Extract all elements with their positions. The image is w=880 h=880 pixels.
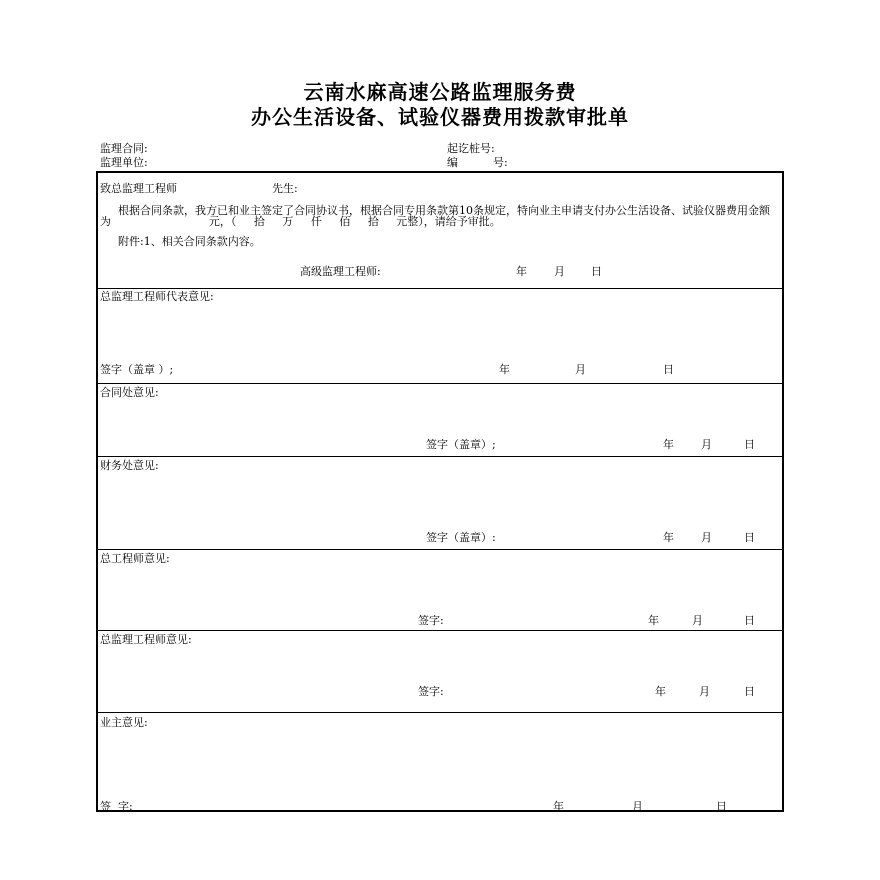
divider bbox=[96, 630, 784, 631]
form-frame bbox=[96, 171, 784, 812]
date-month: 月 bbox=[699, 685, 710, 698]
date-year: 年 bbox=[553, 800, 564, 813]
divider bbox=[96, 288, 784, 289]
date-year: 年 bbox=[648, 614, 659, 627]
date-day: 日 bbox=[663, 363, 674, 376]
chief-supervisor-opinion-label: 总监理工程师意见: bbox=[100, 633, 192, 646]
section-label: 起讫桩号: bbox=[447, 142, 495, 155]
date-month: 月 bbox=[575, 363, 586, 376]
request-body: 根据合同条款，我方已和业主签定了合同协议书，根据合同专用条款第10条规定，特向业主申请支付办公生活设备、试验仪器费用金额为 元，（ 拾 万 仟 佰 拾 元整），请给予审批。 bbox=[100, 204, 770, 228]
owner-opinion-label: 业主意见: bbox=[100, 716, 148, 729]
contract-label: 监理合同: bbox=[100, 142, 148, 155]
salutation-sir: 先生: bbox=[272, 182, 298, 195]
date-day: 日 bbox=[744, 685, 755, 698]
date-month: 月 bbox=[692, 614, 703, 627]
divider bbox=[96, 383, 784, 384]
unit-label: 监理单位: bbox=[100, 156, 148, 169]
date-year: 年 bbox=[663, 531, 674, 544]
date-year: 年 bbox=[663, 438, 674, 451]
chief-supervisor-signature: 签字: bbox=[418, 685, 444, 698]
divider bbox=[96, 456, 784, 457]
date-day: 日 bbox=[591, 265, 602, 278]
date-day: 日 bbox=[744, 531, 755, 544]
date-month: 月 bbox=[701, 531, 712, 544]
date-month: 月 bbox=[632, 800, 643, 813]
contract-office-opinion-label: 合同处意见: bbox=[100, 386, 159, 399]
chief-engineer-signature: 签字: bbox=[418, 614, 444, 627]
document-title-line2: 办公生活设备、试验仪器费用拨款审批单 bbox=[251, 105, 629, 129]
date-day: 日 bbox=[716, 800, 727, 813]
divider bbox=[96, 549, 784, 550]
rep-opinion-label: 总监理工程师代表意见: bbox=[100, 290, 214, 303]
contract-office-signature: 签字（盖章）; bbox=[426, 438, 496, 451]
attachment-note: 附件:1、相关合同条款内容。 bbox=[118, 235, 261, 248]
divider bbox=[96, 712, 784, 713]
date-month: 月 bbox=[701, 438, 712, 451]
chief-engineer-opinion-label: 总工程师意见: bbox=[100, 552, 170, 565]
salutation: 致总监理工程师 bbox=[100, 182, 177, 195]
number-label: 编 号: bbox=[447, 156, 508, 169]
rep-signature: 签字（盖章 ）; bbox=[100, 363, 174, 376]
owner-signature: 签 字: bbox=[100, 800, 133, 813]
finance-signature: 签字（盖章）: bbox=[426, 531, 496, 544]
date-year: 年 bbox=[655, 685, 666, 698]
date-day: 日 bbox=[744, 438, 755, 451]
senior-engineer-label: 高级监理工程师: bbox=[300, 265, 381, 278]
date-month: 月 bbox=[554, 265, 565, 278]
date-year: 年 bbox=[499, 363, 510, 376]
date-year: 年 bbox=[516, 265, 527, 278]
finance-opinion-label: 财务处意见: bbox=[100, 459, 159, 472]
document-title-line1: 云南水麻高速公路监理服务费 bbox=[303, 80, 577, 104]
date-day: 日 bbox=[744, 614, 755, 627]
